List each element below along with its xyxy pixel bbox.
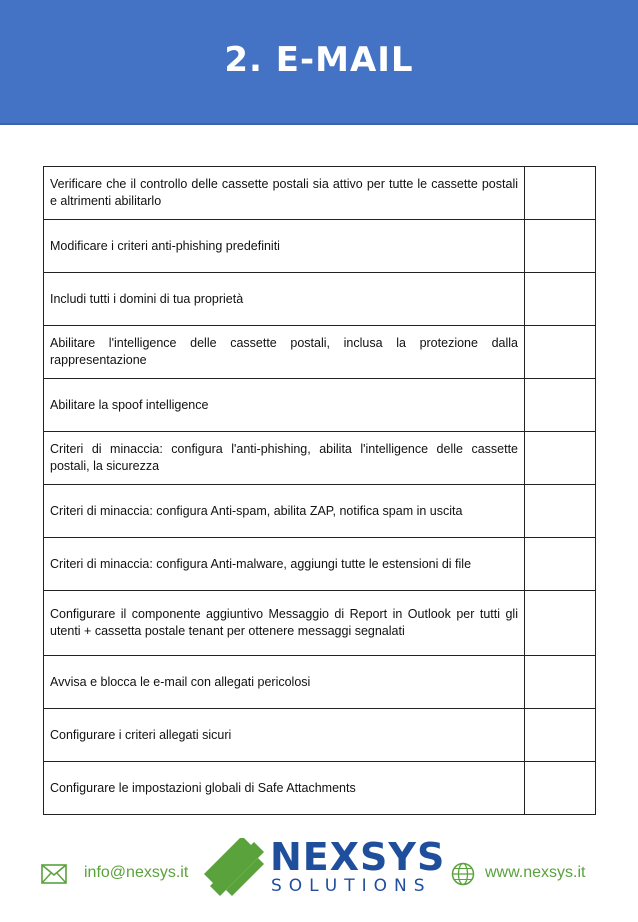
checklist-checkbox-cell[interactable] xyxy=(525,326,596,379)
checklist-checkbox-cell[interactable] xyxy=(525,762,596,815)
brand-name: NEXSYS xyxy=(270,835,446,879)
checklist-item-text: Abilitare la spoof intelligence xyxy=(44,379,525,432)
checklist-item-text: Criteri di minaccia: configura Anti-spam, abilita ZAP, notifica spam in uscita xyxy=(44,485,525,538)
checklist-checkbox-cell[interactable] xyxy=(525,485,596,538)
checklist-item-text: Avvisa e blocca le e-mail con allegati pericolosi xyxy=(44,656,525,709)
envelope-icon xyxy=(41,864,67,889)
table-row xyxy=(44,709,596,762)
checklist-item-text: Criteri di minaccia: configura l'anti-phishing, abilita l'intelligence delle cassette postali, la sicurezza xyxy=(44,432,525,485)
checklist-checkbox-cell[interactable] xyxy=(525,220,596,273)
brand-subtitle: SOLUTIONS xyxy=(271,876,432,896)
table-row xyxy=(44,167,596,220)
globe-icon xyxy=(451,862,475,891)
checklist-checkbox-cell[interactable] xyxy=(525,591,596,656)
email-link[interactable]: info@nexsys.it xyxy=(84,864,189,881)
checklist-checkbox-cell[interactable] xyxy=(525,656,596,709)
checklist-checkbox-cell[interactable] xyxy=(525,379,596,432)
table-row xyxy=(44,432,596,485)
checklist-item-text: Includi tutti i domini di tua proprietà xyxy=(44,273,525,326)
website-link[interactable]: www.nexsys.it xyxy=(485,864,586,881)
table-row xyxy=(44,220,596,273)
page-header xyxy=(0,0,638,125)
checklist-table xyxy=(43,166,596,815)
page-footer xyxy=(0,830,638,922)
table-row xyxy=(44,379,596,432)
checklist-checkbox-cell[interactable] xyxy=(525,432,596,485)
checklist-item-text: Abilitare l'intelligence delle cassette postali, inclusa la protezione dalla rappresentazione xyxy=(44,326,525,379)
table-row xyxy=(44,326,596,379)
checklist-item-text: Configurare il componente aggiuntivo Messaggio di Report in Outlook per tutti gli utenti + cassetta postale tenant per ottenere messaggi segnalati xyxy=(44,591,525,656)
checklist-item-text: Configurare le impostazioni globali di Safe Attachments xyxy=(44,762,525,815)
table-row xyxy=(44,273,596,326)
page-title: 2. E-MAIL xyxy=(224,39,414,80)
checklist-checkbox-cell[interactable] xyxy=(525,709,596,762)
checklist-checkbox-cell[interactable] xyxy=(525,273,596,326)
nexsys-logo-mark-icon xyxy=(202,838,266,903)
checklist-item-text: Configurare i criteri allegati sicuri xyxy=(44,709,525,762)
table-row xyxy=(44,538,596,591)
checklist-item-text: Criteri di minaccia: configura Anti-malware, aggiungi tutte le estensioni di file xyxy=(44,538,525,591)
table-row xyxy=(44,485,596,538)
table-row xyxy=(44,591,596,656)
checklist-item-text: Verificare che il controllo delle cassette postali sia attivo per tutte le cassette postali e altrimenti abilitarlo xyxy=(44,167,525,220)
checklist-item-text: Modificare i criteri anti-phishing predefiniti xyxy=(44,220,525,273)
checklist-checkbox-cell[interactable] xyxy=(525,538,596,591)
checklist-checkbox-cell[interactable] xyxy=(525,167,596,220)
table-row xyxy=(44,762,596,815)
table-row xyxy=(44,656,596,709)
